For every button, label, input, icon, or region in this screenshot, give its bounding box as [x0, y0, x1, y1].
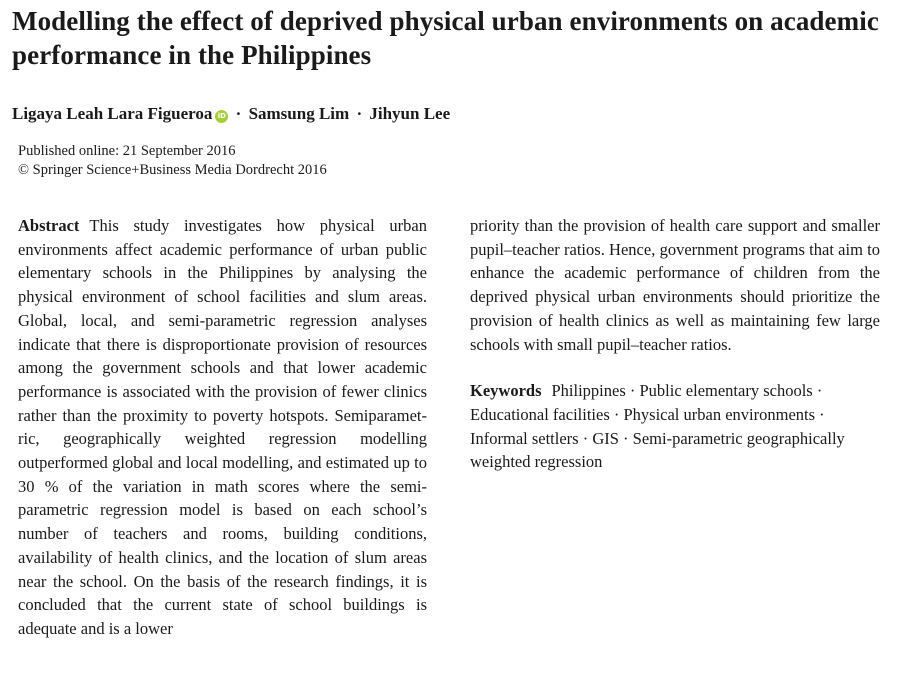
keywords-text: Philippines · Public elementary schools · Educational facilities · Physical urban environments · Informal settlers · GIS · Semi-parametric geographically weighted regression [470, 381, 845, 472]
paper-title: Modelling the effect of deprived physical urban environments on academic performance in the Philippines [12, 6, 879, 70]
abstract-text-left: This study investigates how physical urban environments affect academic performance of urban public elementary schools in the Philippines by analysing the physical environment of school facilities and slum areas. Global, local, and semi-parametric regression analyses indicate that there is disproportionate provision of resources among the government schools and that lower academic performance is associated with the provision of fewer clinics rather than the proximity to poverty hotspots. Semiparametric, geographically weighted regression modelling outperformed global and local modelling, and estimated up to 30 % of the variation in math scores where the semi-parametric regression model is based on each school’s number of teachers and rooms, building conditions, availability of health clinics, and the location of slum areas near the school. On the basis of the research findings, it is concluded that the current state of school buildings is adequate and is a lower [18, 216, 427, 638]
author-separator: · [356, 104, 363, 123]
author-name[interactable]: Jihyun Lee [369, 104, 451, 123]
author-list [12, 103, 450, 125]
copyright-notice: © Springer Science+Business Media Dordrecht 2016 [18, 162, 327, 178]
author-name[interactable]: Ligaya Leah Lara Figueroa [12, 104, 213, 123]
abstract-text-right: priority than the provision of health care support and smaller pupil–teacher ratios. Hence, government programs that aim to enhance the academic performance of children from the deprived physical urban environments should prioritize the provision of health clinics as well as maintaining few large schools with small pupil–teacher ratios. [470, 216, 880, 354]
abstract-label: Abstract [18, 216, 80, 235]
abstract-column-right [470, 214, 880, 474]
author-name[interactable]: Samsung Lim [248, 104, 350, 123]
keywords-section [470, 379, 880, 474]
published-online-date: Published online: 21 September 2016 [18, 143, 236, 159]
abstract-column-left [18, 214, 427, 641]
publication-info [18, 142, 327, 180]
author-separator: · [235, 104, 242, 123]
orcid-icon[interactable]: iD [215, 110, 228, 123]
keywords-label: Keywords [470, 381, 542, 401]
